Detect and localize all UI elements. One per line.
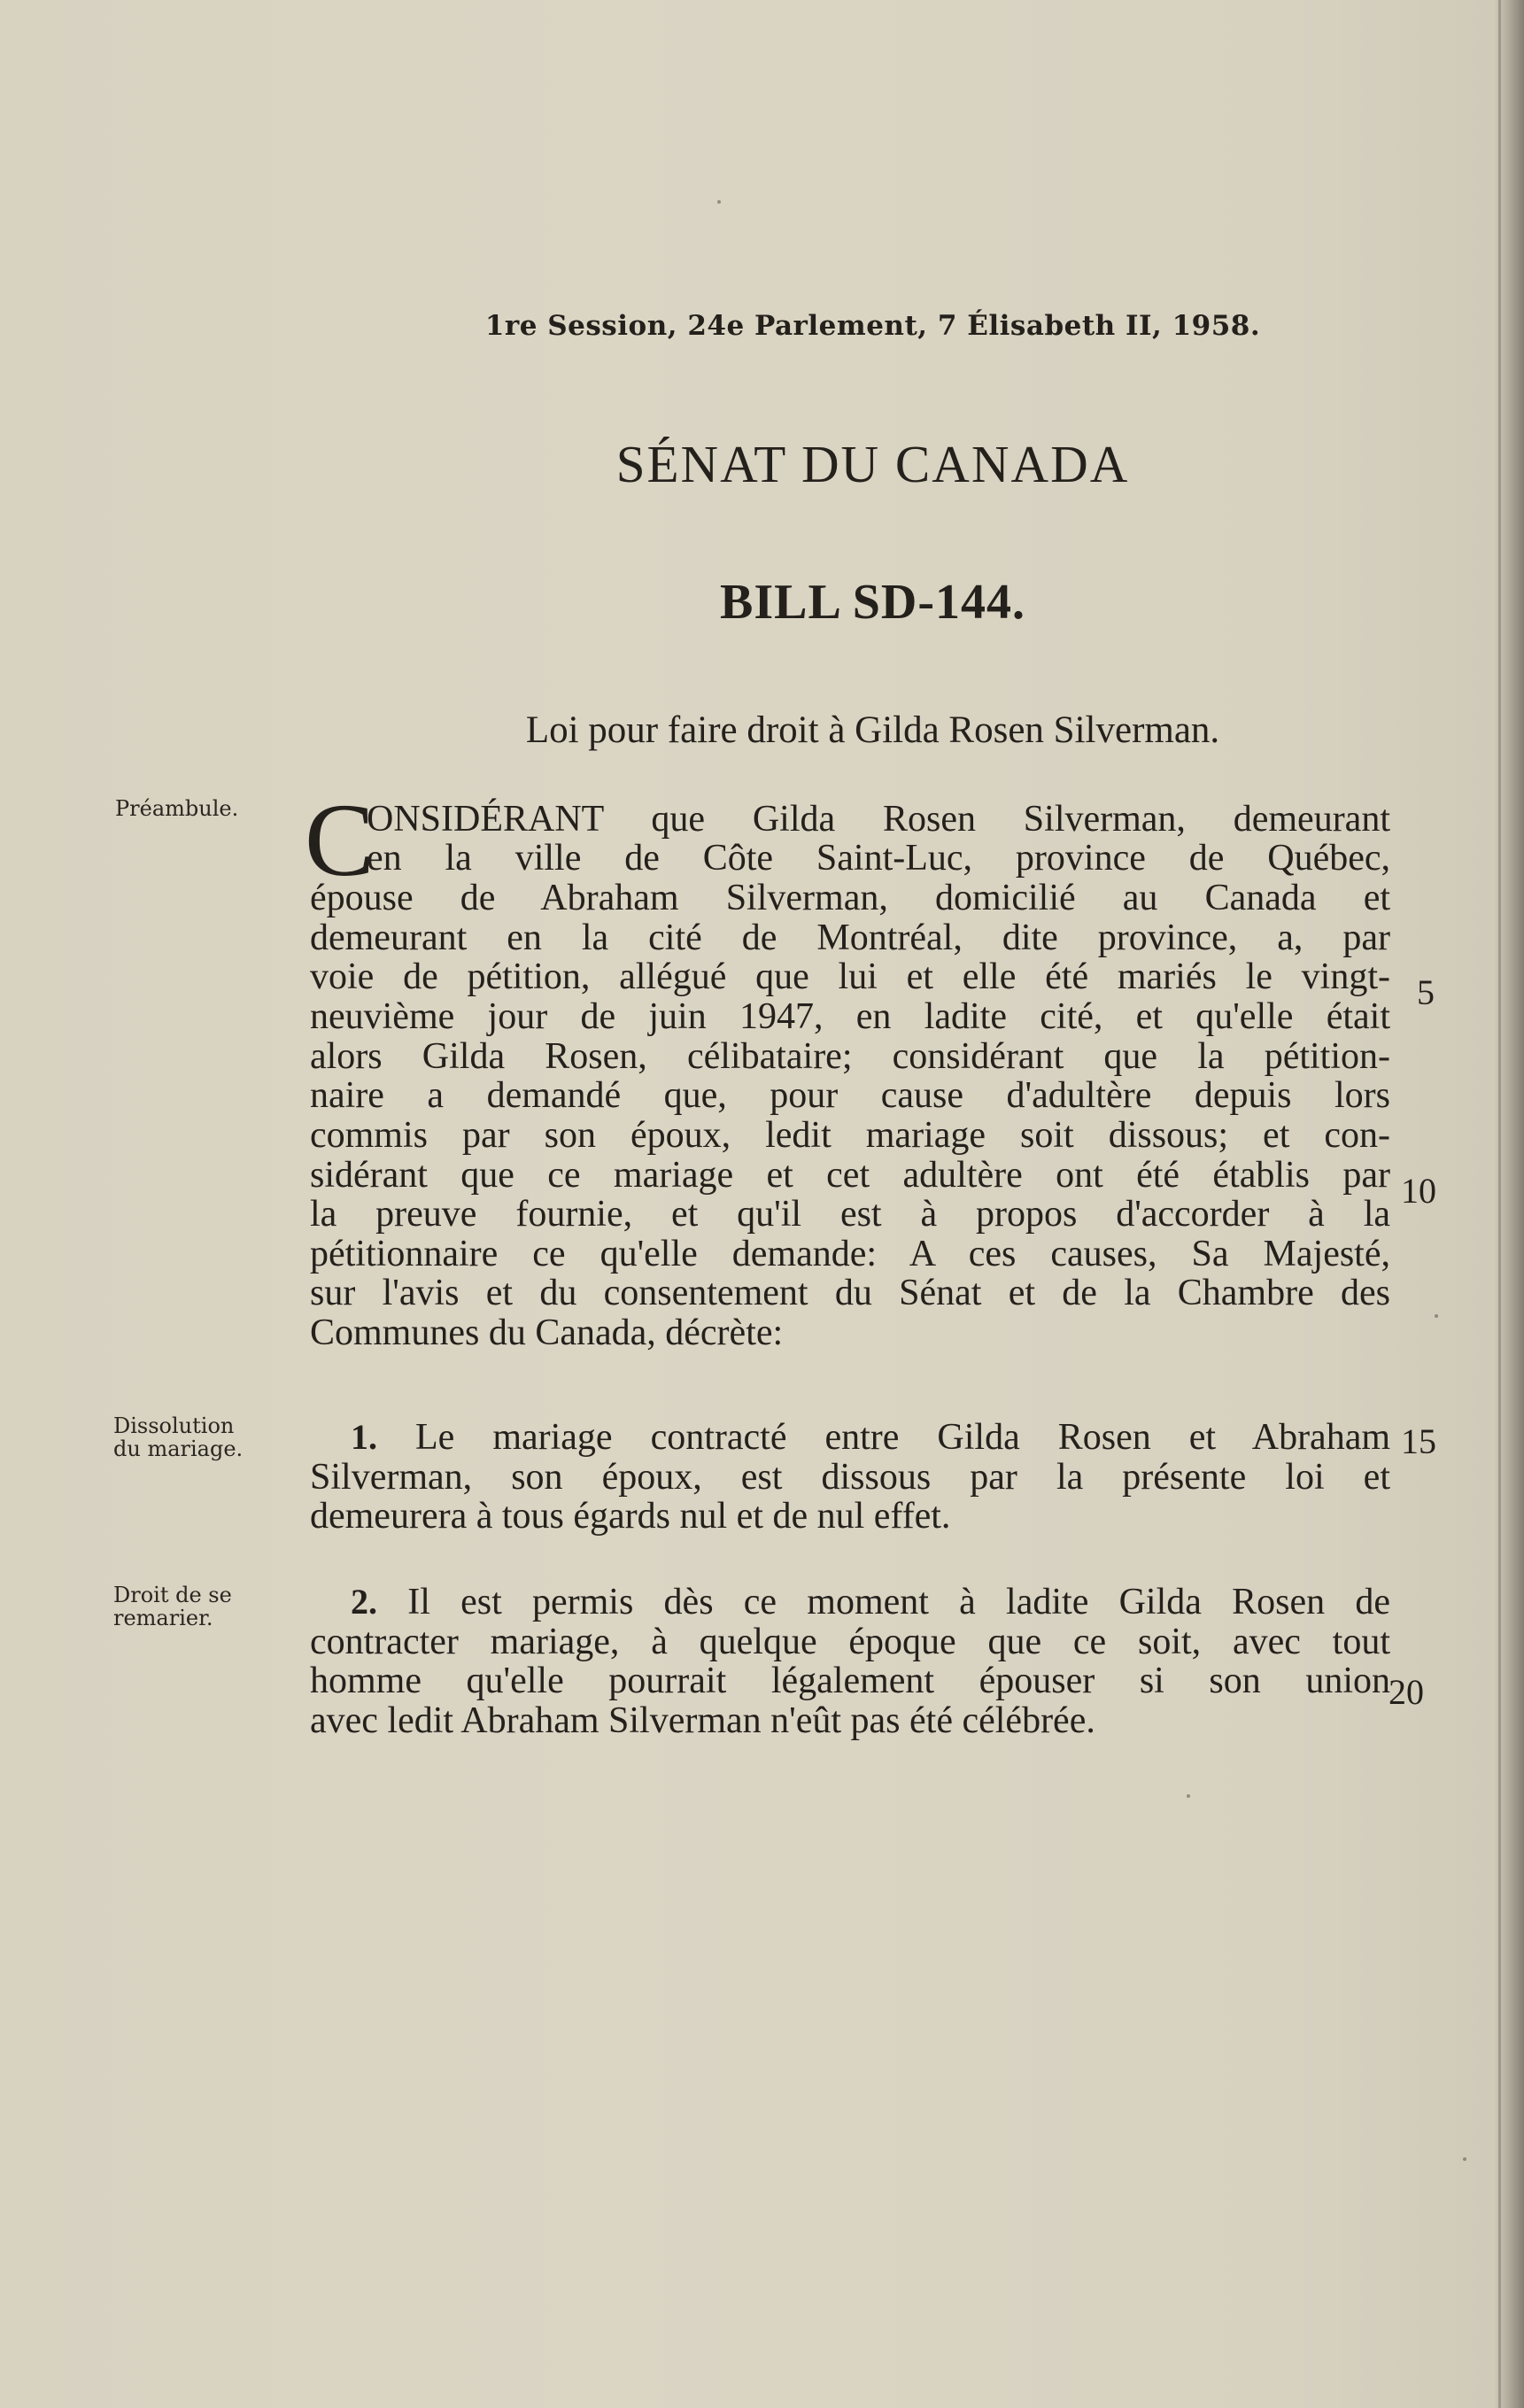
margin-note-line: du mariage. — [113, 1436, 244, 1461]
preamble-line: sidérant que ce mariage et cet adultère ont été établis par — [310, 1155, 1390, 1196]
preamble-line: voie de pétition, allégué que lui et elle été mariés le vingt- — [310, 956, 1390, 997]
margin-note-line: Dissolution — [113, 1413, 235, 1438]
preamble-line: sur l'avis et du consentement du Sénat et de la Chambre des — [310, 1273, 1390, 1313]
section-1-text: Le mariage contracté entre Gilda Rosen et Abraham — [415, 1417, 1391, 1458]
section-1-number: 1. — [351, 1417, 377, 1457]
margin-note-preamble: Préambule. — [115, 796, 239, 821]
section-2-line: avec ledit Abraham Silverman n'eût pas été célébrée. — [310, 1700, 1095, 1741]
dropcap-letter: C — [305, 782, 375, 898]
preamble-line: pétitionnaire ce qu'elle demande: A ces causes, Sa Majesté, — [310, 1234, 1390, 1274]
paper-speck — [1187, 1794, 1190, 1798]
preamble-line: ONSIDÉRANT que Gilda Rosen Silverman, demeurant — [367, 799, 1390, 840]
section-2-text: Il est permis dès ce moment à ladite Gilda Rosen de — [407, 1582, 1390, 1622]
paper-speck — [717, 200, 721, 204]
bill-number: BILL SD-144. — [720, 575, 1025, 630]
section-2-number: 2. — [351, 1582, 377, 1622]
line-number: 5 — [1417, 972, 1435, 1012]
preamble-line: commis par son époux, ledit mariage soit dissous; et con- — [310, 1115, 1390, 1156]
line-number: 10 — [1401, 1171, 1436, 1211]
margin-note-line: remarier. — [113, 1606, 213, 1630]
bill-title: Loi pour faire droit à Gilda Rosen Silverman. — [525, 709, 1220, 751]
section-2-line: contracter mariage, à quelque époque que ce soit, avec tout — [310, 1622, 1390, 1662]
section-1-line: demeurera à tous égards nul et de nul effet. — [310, 1496, 951, 1537]
line-number: 20 — [1389, 1672, 1424, 1712]
session-line: 1re Session, 24e Parlement, 7 Élisabeth II, 1958. — [484, 310, 1261, 342]
preamble-line: Communes du Canada, décrète: — [310, 1312, 784, 1353]
margin-note-line: Droit de se — [113, 1583, 232, 1607]
preamble-line: neuvième jour de juin 1947, en ladite cité, et qu'elle était — [310, 996, 1390, 1037]
preamble-line: épouse de Abraham Silverman, domicilié au Canada et — [310, 878, 1390, 918]
line-number: 15 — [1401, 1421, 1436, 1461]
preamble-line: naire a demandé que, pour cause d'adultère depuis lors — [310, 1075, 1390, 1116]
section-1-first-line — [351, 1417, 1390, 1458]
section-2-first-line — [351, 1582, 1390, 1622]
margin-note-remarry — [113, 1583, 273, 1630]
preamble-line: alors Gilda Rosen, célibataire; considérant que la pétition- — [310, 1036, 1390, 1077]
preamble-line: en la ville de Côte Saint-Luc, province de Québec, — [367, 838, 1390, 879]
paper-speck — [1435, 1314, 1438, 1318]
section-2-line: homme qu'elle pourrait légalement épouser si son union — [310, 1661, 1390, 1701]
preamble-line: la preuve fournie, et qu'il est à propos d'accorder à la — [310, 1194, 1390, 1235]
section-1-line: Silverman, son époux, est dissous par la présente loi et — [310, 1457, 1390, 1498]
preamble-line: demeurant en la cité de Montréal, dite province, a, par — [310, 918, 1390, 958]
senate-title: SÉNAT DU CANADA — [615, 435, 1130, 493]
margin-note-dissolution — [113, 1414, 273, 1460]
page-edge-line — [1498, 0, 1501, 2408]
paper-speck — [1463, 2157, 1466, 2161]
